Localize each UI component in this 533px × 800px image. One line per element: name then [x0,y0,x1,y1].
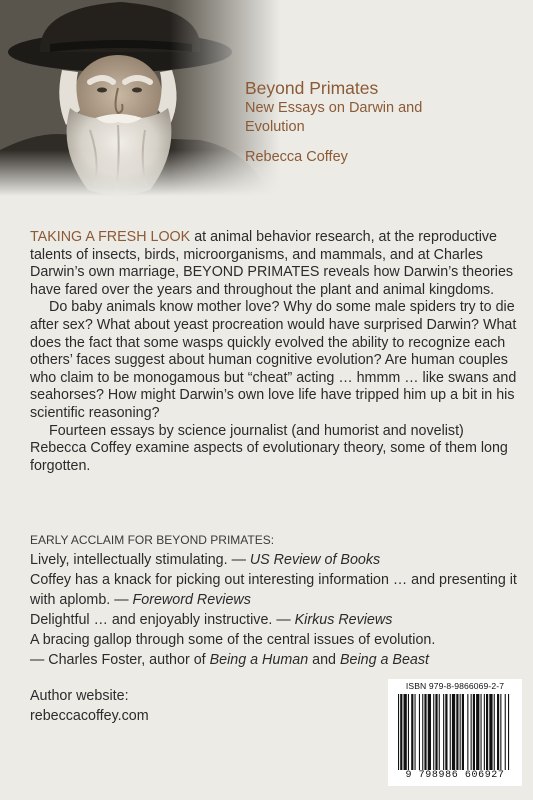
quote-3 [30,610,525,630]
author-name: Rebecca Coffey [245,149,348,165]
quote-4-attr-text: — Charles Foster, author of [30,652,210,668]
quote-4-book-2: Being a Beast [339,652,429,668]
isbn-barcode [388,679,522,786]
quote-1 [30,550,525,570]
quote-3-source: Kirkus Reviews [294,612,393,628]
quote-3-text: Delightful … and enjoyably instructive. — [30,612,295,628]
blurb-text [30,229,518,475]
quote-4-attribution [30,650,525,670]
quote-1-source: US Review of Books [249,552,381,568]
website-url: rebeccacoffey.com [30,708,149,724]
book-title: Beyond Primates [245,78,379,98]
quote-4: A bracing gallop through some of the central issues of evolution. [30,632,436,648]
acclaim-section [30,532,525,670]
quote-1-text: Lively, intellectually stimulating. — [30,552,250,568]
isbn-label: ISBN 979-8-9866069-2-7 [405,681,505,691]
blurb-paragraph-1-rest: at animal behavior research, at the reproductive talents of insects, birds, microorganisms, and mammals, and at Charles Darwin’s own marriage, BEYOND PRIMATES reveals how Darwin’s theories have fared over the years and throughout the plant and animal kingdoms. [30,229,514,298]
blurb-paragraph-3: Fourteen essays by science journalist (and humorist and novelist) Rebecca Coffey examine aspects of evolutionary theory, some of them long forgotten. [30,422,508,474]
title-block [245,78,525,165]
quote-2-source: Foreword Reviews [132,592,251,608]
book-subtitle-line2: Evolution [245,119,305,135]
author-website [30,686,149,726]
quote-2-text: Coffey has a knack for picking out interesting information … and presenting it with aplomb. — [30,572,517,608]
book-subtitle-line1: New Essays on Darwin and [245,100,423,116]
website-label: Author website: [30,688,129,704]
blurb-lead: TAKING A FRESH LOOK [30,229,191,245]
quote-4-book-1: Being a Human [209,652,309,668]
acclaim-heading: EARLY ACCLAIM FOR BEYOND PRIMATES: [30,533,275,547]
quote-2 [30,570,525,610]
quote-4-and: and [308,652,340,668]
blurb-paragraph-1 [30,229,518,299]
barcode-digits: 9 798986 606927 [388,770,522,781]
blurb-paragraph-2: Do baby animals know mother love? Why do some male spiders try to die after sex? What about yeast procreation would have surprised Darwin? What does the fact that some wasps quickly evolved the ability to recognize each others’ faces suggest about human cognitive evolution? Are human couples who claim to be monogamous but “cheat” acting … hmmm … like swans and seahorses? How might Darwin’s own love life have tripped him up a bit in his scientific reasoning? [30,299,517,421]
barcode-bars [398,694,512,774]
